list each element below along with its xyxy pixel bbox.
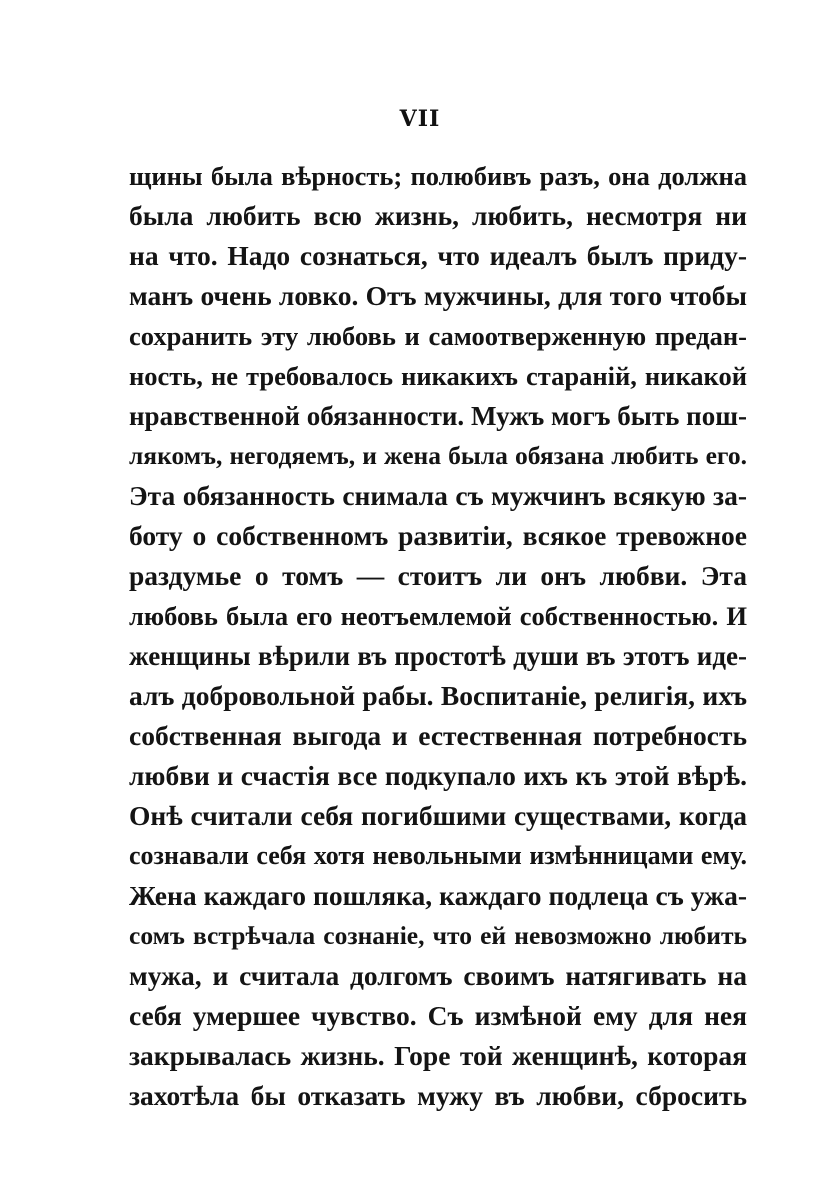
text-line: Онѣ считали себя погибшими существами, когда [129,800,747,831]
text-line: сознавали себя хотя невольными измѣнницами ему. [129,841,747,870]
text-line: мужа, и считала долгомъ своимъ натягивать на [129,960,747,991]
text-line: на что. Надо сознаться, что идеалъ былъ приду- [129,240,747,271]
text-line: собственная выгода и естественная потребность [129,720,747,751]
text-line: нравственной обязанности. Мужъ могъ быть пош- [129,401,747,431]
text-line: любви и счастія все подкупало ихъ къ этой вѣрѣ. [129,760,747,791]
text-line: раздумье о томъ — стоитъ ли онъ любви. Эта [129,560,747,591]
text-line: Жена каждаго пошляка, каждаго подлеца съ ужа- [129,880,747,911]
text-line: алъ добровольной рабы. Воспитаніе, религія, ихъ [129,680,747,711]
text-line: была любить всю жизнь, любить, несмотря ни [129,200,747,231]
text-line: себя умершее чувство. Съ измѣной ему для нея [129,1000,747,1031]
text-line: ность, не требовалось никакихъ стараній, никакой [129,361,747,391]
text-line: захотѣла бы отказать мужу въ любви, сбросить [129,1080,747,1111]
body-text [129,156,747,1116]
text-line: манъ очень ловко. Отъ мужчины, для того чтобы [129,280,747,311]
text-line: сохранить эту любовь и самоотверженную предан- [129,321,747,351]
page-number: VII [399,106,441,132]
text-line: закрывалась жизнь. Горе той женщинѣ, которая [129,1040,747,1071]
text-line: женщины вѣрили въ простотѣ души въ этотъ иде- [129,641,747,671]
text-line: сомъ встрѣчала сознаніе, что ей невозможно любить [129,921,747,950]
text-line: любовь была его неотъемлемой собственностью. И [129,601,747,631]
text-line: щины была вѣрность; полюбивъ разъ, она должна [129,161,747,191]
text-line: лякомъ, негодяемъ, и жена была обязана любить его. [129,441,747,470]
text-line: боту о собственномъ развитіи, всякое тревожное [129,520,747,551]
text-line: Эта обязанность снимала съ мужчинъ всякую за- [129,480,747,511]
